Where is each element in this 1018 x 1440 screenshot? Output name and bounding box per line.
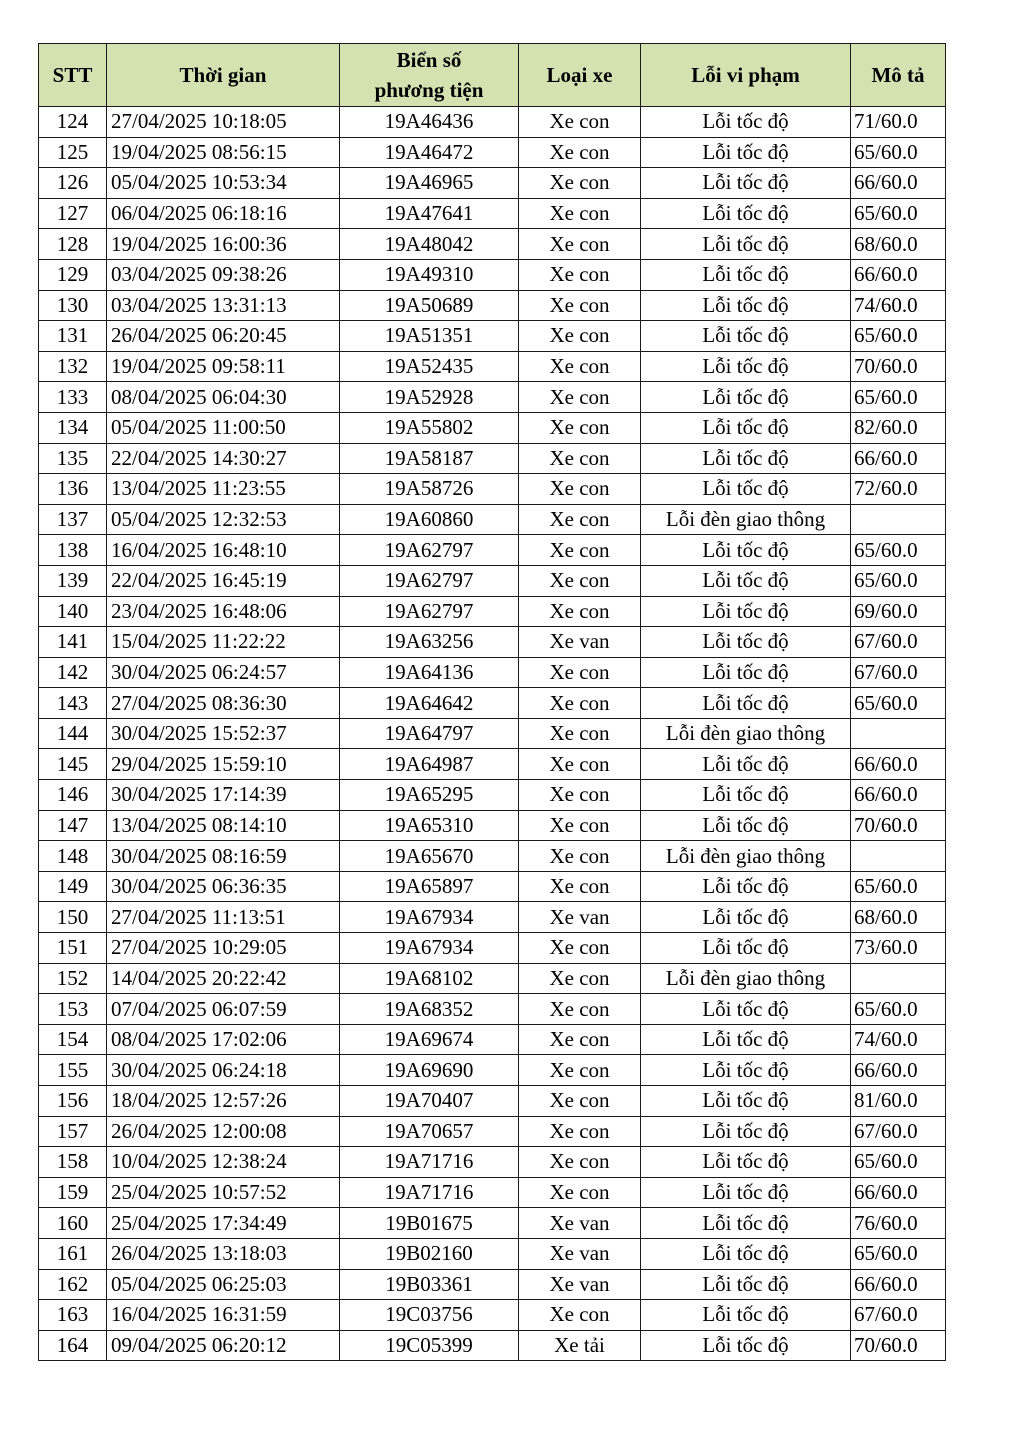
cell-plate: 19A64642 — [340, 688, 519, 719]
cell-plate: 19A46436 — [340, 107, 519, 138]
cell-violation: Lỗi tốc độ — [641, 933, 851, 964]
cell-vehicle-type: Xe con — [519, 504, 641, 535]
cell-plate: 19C05399 — [340, 1330, 519, 1361]
table-row — [39, 382, 946, 413]
cell-description — [851, 504, 946, 535]
cell-vehicle-type: Xe con — [519, 565, 641, 596]
cell-time: 03/04/2025 09:38:26 — [107, 259, 340, 290]
cell-violation: Lỗi tốc độ — [641, 657, 851, 688]
cell-description: 65/60.0 — [851, 688, 946, 719]
table-row — [39, 565, 946, 596]
cell-vehicle-type: Xe van — [519, 1269, 641, 1300]
cell-vehicle-type: Xe con — [519, 259, 641, 290]
cell-stt: 130 — [39, 290, 107, 321]
cell-description: 65/60.0 — [851, 535, 946, 566]
cell-plate: 19A69690 — [340, 1055, 519, 1086]
cell-description: 66/60.0 — [851, 1269, 946, 1300]
cell-description: 69/60.0 — [851, 596, 946, 627]
table-row — [39, 535, 946, 566]
table-row — [39, 810, 946, 841]
table-row — [39, 1300, 946, 1331]
cell-plate: 19A70657 — [340, 1116, 519, 1147]
cell-violation: Lỗi tốc độ — [641, 1269, 851, 1300]
table-row — [39, 1055, 946, 1086]
cell-vehicle-type: Xe con — [519, 535, 641, 566]
cell-vehicle-type: Xe con — [519, 933, 641, 964]
cell-stt: 129 — [39, 259, 107, 290]
cell-plate: 19A65310 — [340, 810, 519, 841]
cell-vehicle-type: Xe con — [519, 229, 641, 260]
cell-time: 30/04/2025 08:16:59 — [107, 841, 340, 872]
cell-vehicle-type: Xe van — [519, 1238, 641, 1269]
table-row — [39, 1147, 946, 1178]
cell-time: 27/04/2025 10:18:05 — [107, 107, 340, 138]
cell-plate: 19A67934 — [340, 902, 519, 933]
cell-description: 65/60.0 — [851, 198, 946, 229]
cell-vehicle-type: Xe con — [519, 688, 641, 719]
cell-violation: Lỗi tốc độ — [641, 780, 851, 811]
cell-time: 19/04/2025 16:00:36 — [107, 229, 340, 260]
cell-violation: Lỗi tốc độ — [641, 810, 851, 841]
cell-time: 26/04/2025 13:18:03 — [107, 1238, 340, 1269]
cell-violation: Lỗi tốc độ — [641, 1177, 851, 1208]
cell-violation: Lỗi tốc độ — [641, 902, 851, 933]
header-row — [39, 44, 946, 107]
cell-stt: 136 — [39, 474, 107, 505]
cell-description: 67/60.0 — [851, 627, 946, 658]
table-row — [39, 688, 946, 719]
cell-plate: 19A71716 — [340, 1177, 519, 1208]
table-row — [39, 994, 946, 1025]
cell-vehicle-type: Xe tải — [519, 1330, 641, 1361]
header-plate-line2: phương tiện — [374, 78, 484, 102]
header-description: Mô tả — [851, 44, 946, 107]
cell-plate: 19A68102 — [340, 963, 519, 994]
cell-plate: 19A65897 — [340, 871, 519, 902]
cell-time: 26/04/2025 06:20:45 — [107, 321, 340, 352]
cell-stt: 150 — [39, 902, 107, 933]
cell-stt: 159 — [39, 1177, 107, 1208]
cell-vehicle-type: Xe con — [519, 749, 641, 780]
cell-plate: 19A46965 — [340, 168, 519, 199]
cell-plate: 19A52435 — [340, 351, 519, 382]
cell-time: 13/04/2025 08:14:10 — [107, 810, 340, 841]
cell-plate: 19A70407 — [340, 1086, 519, 1117]
cell-vehicle-type: Xe con — [519, 994, 641, 1025]
cell-stt: 152 — [39, 963, 107, 994]
cell-stt: 160 — [39, 1208, 107, 1239]
cell-time: 10/04/2025 12:38:24 — [107, 1147, 340, 1178]
cell-vehicle-type: Xe con — [519, 963, 641, 994]
cell-time: 06/04/2025 06:18:16 — [107, 198, 340, 229]
cell-vehicle-type: Xe van — [519, 902, 641, 933]
cell-description: 65/60.0 — [851, 382, 946, 413]
cell-time: 16/04/2025 16:31:59 — [107, 1300, 340, 1331]
cell-description: 67/60.0 — [851, 657, 946, 688]
cell-description: 66/60.0 — [851, 1055, 946, 1086]
table-row — [39, 443, 946, 474]
cell-time: 30/04/2025 15:52:37 — [107, 718, 340, 749]
cell-vehicle-type: Xe van — [519, 627, 641, 658]
cell-violation: Lỗi tốc độ — [641, 229, 851, 260]
cell-description: 66/60.0 — [851, 168, 946, 199]
cell-violation: Lỗi tốc độ — [641, 107, 851, 138]
cell-stt: 143 — [39, 688, 107, 719]
table-row — [39, 749, 946, 780]
header-stt: STT — [39, 44, 107, 107]
cell-plate: 19A52928 — [340, 382, 519, 413]
cell-violation: Lỗi đèn giao thông — [641, 718, 851, 749]
cell-vehicle-type: Xe con — [519, 351, 641, 382]
cell-plate: 19A50689 — [340, 290, 519, 321]
cell-vehicle-type: Xe con — [519, 810, 641, 841]
cell-stt: 140 — [39, 596, 107, 627]
cell-violation: Lỗi tốc độ — [641, 443, 851, 474]
table-row — [39, 1269, 946, 1300]
cell-stt: 125 — [39, 137, 107, 168]
cell-stt: 126 — [39, 168, 107, 199]
cell-plate: 19A71716 — [340, 1147, 519, 1178]
cell-time: 03/04/2025 13:31:13 — [107, 290, 340, 321]
cell-violation: Lỗi tốc độ — [641, 1024, 851, 1055]
table-row — [39, 229, 946, 260]
cell-description — [851, 718, 946, 749]
cell-vehicle-type: Xe con — [519, 1147, 641, 1178]
cell-stt: 134 — [39, 412, 107, 443]
table-row — [39, 137, 946, 168]
header-plate — [340, 44, 519, 107]
table-row — [39, 841, 946, 872]
cell-stt: 156 — [39, 1086, 107, 1117]
cell-time: 05/04/2025 12:32:53 — [107, 504, 340, 535]
cell-plate: 19A64987 — [340, 749, 519, 780]
table-row — [39, 1177, 946, 1208]
cell-stt: 151 — [39, 933, 107, 964]
cell-time: 05/04/2025 06:25:03 — [107, 1269, 340, 1300]
cell-stt: 158 — [39, 1147, 107, 1178]
cell-plate: 19A55802 — [340, 412, 519, 443]
cell-time: 16/04/2025 16:48:10 — [107, 535, 340, 566]
cell-plate: 19A65295 — [340, 780, 519, 811]
cell-time: 27/04/2025 10:29:05 — [107, 933, 340, 964]
table-row — [39, 963, 946, 994]
cell-vehicle-type: Xe con — [519, 443, 641, 474]
cell-plate: 19A46472 — [340, 137, 519, 168]
cell-stt: 142 — [39, 657, 107, 688]
cell-violation: Lỗi tốc độ — [641, 1116, 851, 1147]
cell-plate: 19A64797 — [340, 718, 519, 749]
cell-stt: 135 — [39, 443, 107, 474]
cell-vehicle-type: Xe con — [519, 1024, 641, 1055]
cell-violation: Lỗi đèn giao thông — [641, 504, 851, 535]
table-row — [39, 1024, 946, 1055]
cell-description: 70/60.0 — [851, 810, 946, 841]
cell-time: 13/04/2025 11:23:55 — [107, 474, 340, 505]
table-row — [39, 412, 946, 443]
cell-time: 09/04/2025 06:20:12 — [107, 1330, 340, 1361]
cell-vehicle-type: Xe con — [519, 107, 641, 138]
cell-violation: Lỗi tốc độ — [641, 1055, 851, 1086]
cell-violation: Lỗi tốc độ — [641, 1086, 851, 1117]
table-row — [39, 474, 946, 505]
cell-violation: Lỗi tốc độ — [641, 290, 851, 321]
cell-violation: Lỗi tốc độ — [641, 474, 851, 505]
cell-stt: 137 — [39, 504, 107, 535]
cell-plate: 19A64136 — [340, 657, 519, 688]
cell-description: 81/60.0 — [851, 1086, 946, 1117]
cell-plate: 19A49310 — [340, 259, 519, 290]
table-row — [39, 627, 946, 658]
table-row — [39, 1238, 946, 1269]
cell-violation: Lỗi tốc độ — [641, 596, 851, 627]
cell-violation: Lỗi tốc độ — [641, 1330, 851, 1361]
cell-stt: 128 — [39, 229, 107, 260]
cell-plate: 19A47641 — [340, 198, 519, 229]
cell-stt: 164 — [39, 1330, 107, 1361]
cell-vehicle-type: Xe con — [519, 1300, 641, 1331]
cell-violation: Lỗi tốc độ — [641, 627, 851, 658]
cell-description: 66/60.0 — [851, 780, 946, 811]
cell-stt: 138 — [39, 535, 107, 566]
cell-description: 82/60.0 — [851, 412, 946, 443]
cell-stt: 147 — [39, 810, 107, 841]
cell-description: 72/60.0 — [851, 474, 946, 505]
cell-vehicle-type: Xe con — [519, 1055, 641, 1086]
cell-stt: 153 — [39, 994, 107, 1025]
table-row — [39, 902, 946, 933]
cell-vehicle-type: Xe con — [519, 1086, 641, 1117]
table-body — [39, 107, 946, 1361]
cell-stt: 127 — [39, 198, 107, 229]
cell-time: 15/04/2025 11:22:22 — [107, 627, 340, 658]
table-row — [39, 1208, 946, 1239]
cell-time: 05/04/2025 10:53:34 — [107, 168, 340, 199]
header-time: Thời gian — [107, 44, 340, 107]
cell-time: 27/04/2025 11:13:51 — [107, 902, 340, 933]
cell-stt: 154 — [39, 1024, 107, 1055]
cell-stt: 155 — [39, 1055, 107, 1086]
cell-plate: 19A58726 — [340, 474, 519, 505]
cell-description: 68/60.0 — [851, 229, 946, 260]
cell-stt: 149 — [39, 871, 107, 902]
cell-time: 22/04/2025 16:45:19 — [107, 565, 340, 596]
cell-description: 76/60.0 — [851, 1208, 946, 1239]
cell-description: 65/60.0 — [851, 994, 946, 1025]
violations-table — [38, 43, 946, 1361]
table-row — [39, 718, 946, 749]
cell-time: 19/04/2025 09:58:11 — [107, 351, 340, 382]
cell-plate: 19A51351 — [340, 321, 519, 352]
cell-time: 29/04/2025 15:59:10 — [107, 749, 340, 780]
cell-time: 07/04/2025 06:07:59 — [107, 994, 340, 1025]
cell-vehicle-type: Xe con — [519, 290, 641, 321]
cell-stt: 148 — [39, 841, 107, 872]
cell-violation: Lỗi tốc độ — [641, 1238, 851, 1269]
table-row — [39, 351, 946, 382]
cell-stt: 162 — [39, 1269, 107, 1300]
cell-time: 19/04/2025 08:56:15 — [107, 137, 340, 168]
table-row — [39, 259, 946, 290]
cell-description: 73/60.0 — [851, 933, 946, 964]
table-row — [39, 168, 946, 199]
cell-violation: Lỗi tốc độ — [641, 749, 851, 780]
cell-violation: Lỗi tốc độ — [641, 994, 851, 1025]
cell-time: 26/04/2025 12:00:08 — [107, 1116, 340, 1147]
table-row — [39, 933, 946, 964]
cell-stt: 144 — [39, 718, 107, 749]
cell-violation: Lỗi tốc độ — [641, 168, 851, 199]
cell-time: 30/04/2025 06:24:18 — [107, 1055, 340, 1086]
cell-plate: 19A67934 — [340, 933, 519, 964]
cell-description: 65/60.0 — [851, 871, 946, 902]
table-row — [39, 1086, 946, 1117]
cell-vehicle-type: Xe con — [519, 412, 641, 443]
cell-stt: 157 — [39, 1116, 107, 1147]
table-row — [39, 1116, 946, 1147]
cell-stt: 146 — [39, 780, 107, 811]
cell-stt: 145 — [39, 749, 107, 780]
cell-description: 66/60.0 — [851, 1177, 946, 1208]
cell-vehicle-type: Xe con — [519, 382, 641, 413]
cell-description: 70/60.0 — [851, 1330, 946, 1361]
cell-stt: 139 — [39, 565, 107, 596]
cell-vehicle-type: Xe con — [519, 168, 641, 199]
cell-time: 22/04/2025 14:30:27 — [107, 443, 340, 474]
table-row — [39, 290, 946, 321]
cell-vehicle-type: Xe con — [519, 871, 641, 902]
cell-time: 25/04/2025 17:34:49 — [107, 1208, 340, 1239]
cell-description: 66/60.0 — [851, 259, 946, 290]
cell-plate: 19B03361 — [340, 1269, 519, 1300]
header-vehicle-type: Loại xe — [519, 44, 641, 107]
cell-violation: Lỗi tốc độ — [641, 1208, 851, 1239]
cell-stt: 124 — [39, 107, 107, 138]
cell-description: 65/60.0 — [851, 1147, 946, 1178]
cell-violation: Lỗi tốc độ — [641, 535, 851, 566]
cell-plate: 19A65670 — [340, 841, 519, 872]
table-row — [39, 871, 946, 902]
cell-vehicle-type: Xe con — [519, 198, 641, 229]
cell-violation: Lỗi tốc độ — [641, 321, 851, 352]
cell-description — [851, 963, 946, 994]
cell-plate: 19A63256 — [340, 627, 519, 658]
table-row — [39, 321, 946, 352]
cell-violation: Lỗi tốc độ — [641, 565, 851, 596]
cell-stt: 131 — [39, 321, 107, 352]
cell-vehicle-type: Xe con — [519, 718, 641, 749]
cell-vehicle-type: Xe con — [519, 1116, 641, 1147]
cell-time: 08/04/2025 06:04:30 — [107, 382, 340, 413]
cell-description: 68/60.0 — [851, 902, 946, 933]
cell-plate: 19A60860 — [340, 504, 519, 535]
cell-description: 67/60.0 — [851, 1300, 946, 1331]
cell-time: 23/04/2025 16:48:06 — [107, 596, 340, 627]
cell-plate: 19A62797 — [340, 535, 519, 566]
cell-time: 08/04/2025 17:02:06 — [107, 1024, 340, 1055]
cell-time: 27/04/2025 08:36:30 — [107, 688, 340, 719]
cell-description: 71/60.0 — [851, 107, 946, 138]
cell-description — [851, 841, 946, 872]
cell-description: 74/60.0 — [851, 290, 946, 321]
cell-vehicle-type: Xe con — [519, 596, 641, 627]
header-plate-line1: Biển số — [396, 48, 462, 72]
cell-time: 30/04/2025 06:36:35 — [107, 871, 340, 902]
cell-time: 14/04/2025 20:22:42 — [107, 963, 340, 994]
cell-violation: Lỗi tốc độ — [641, 871, 851, 902]
cell-plate: 19A62797 — [340, 596, 519, 627]
cell-violation: Lỗi tốc độ — [641, 688, 851, 719]
cell-description: 70/60.0 — [851, 351, 946, 382]
cell-time: 30/04/2025 06:24:57 — [107, 657, 340, 688]
cell-plate: 19A69674 — [340, 1024, 519, 1055]
cell-description: 65/60.0 — [851, 1238, 946, 1269]
cell-plate: 19A58187 — [340, 443, 519, 474]
cell-violation: Lỗi tốc độ — [641, 382, 851, 413]
table-row — [39, 504, 946, 535]
cell-stt: 161 — [39, 1238, 107, 1269]
table-row — [39, 107, 946, 138]
cell-plate: 19A62797 — [340, 565, 519, 596]
cell-stt: 141 — [39, 627, 107, 658]
cell-violation: Lỗi tốc độ — [641, 137, 851, 168]
cell-vehicle-type: Xe con — [519, 780, 641, 811]
cell-violation: Lỗi tốc độ — [641, 259, 851, 290]
table-row — [39, 1330, 946, 1361]
table-row — [39, 780, 946, 811]
cell-vehicle-type: Xe con — [519, 657, 641, 688]
cell-vehicle-type: Xe con — [519, 1177, 641, 1208]
cell-vehicle-type: Xe con — [519, 137, 641, 168]
cell-violation: Lỗi tốc độ — [641, 198, 851, 229]
cell-time: 30/04/2025 17:14:39 — [107, 780, 340, 811]
cell-plate: 19B02160 — [340, 1238, 519, 1269]
cell-plate: 19A68352 — [340, 994, 519, 1025]
cell-stt: 163 — [39, 1300, 107, 1331]
cell-vehicle-type: Xe con — [519, 474, 641, 505]
header-violation: Lỗi vi phạm — [641, 44, 851, 107]
cell-violation: Lỗi đèn giao thông — [641, 963, 851, 994]
cell-time: 05/04/2025 11:00:50 — [107, 412, 340, 443]
cell-description: 67/60.0 — [851, 1116, 946, 1147]
cell-description: 66/60.0 — [851, 749, 946, 780]
cell-description: 65/60.0 — [851, 137, 946, 168]
cell-description: 74/60.0 — [851, 1024, 946, 1055]
table-row — [39, 657, 946, 688]
cell-vehicle-type: Xe con — [519, 841, 641, 872]
cell-plate: 19B01675 — [340, 1208, 519, 1239]
cell-description: 65/60.0 — [851, 565, 946, 596]
cell-violation: Lỗi tốc độ — [641, 1300, 851, 1331]
cell-violation: Lỗi tốc độ — [641, 351, 851, 382]
cell-plate: 19A48042 — [340, 229, 519, 260]
cell-stt: 132 — [39, 351, 107, 382]
table-row — [39, 596, 946, 627]
cell-violation: Lỗi đèn giao thông — [641, 841, 851, 872]
cell-time: 25/04/2025 10:57:52 — [107, 1177, 340, 1208]
cell-violation: Lỗi tốc độ — [641, 1147, 851, 1178]
cell-stt: 133 — [39, 382, 107, 413]
cell-plate: 19C03756 — [340, 1300, 519, 1331]
table-row — [39, 198, 946, 229]
cell-vehicle-type: Xe van — [519, 1208, 641, 1239]
cell-time: 18/04/2025 12:57:26 — [107, 1086, 340, 1117]
cell-description: 65/60.0 — [851, 321, 946, 352]
cell-violation: Lỗi tốc độ — [641, 412, 851, 443]
cell-vehicle-type: Xe con — [519, 321, 641, 352]
cell-description: 66/60.0 — [851, 443, 946, 474]
